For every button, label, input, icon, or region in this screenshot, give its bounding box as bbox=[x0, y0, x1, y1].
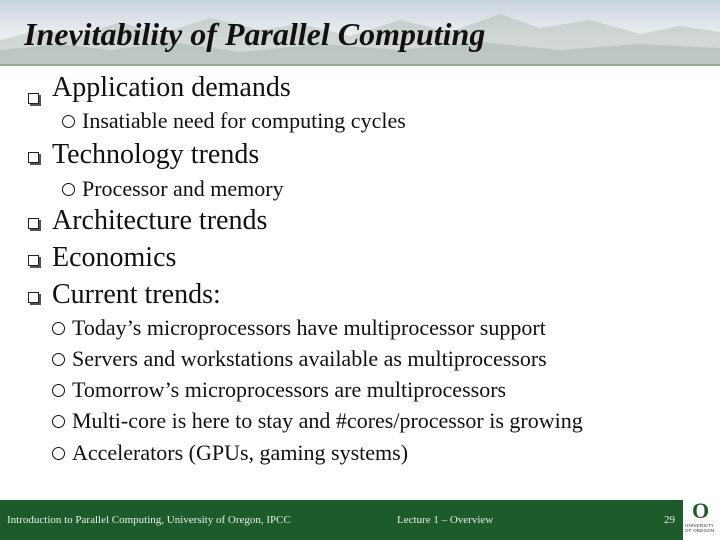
sub-bullet-item: Accelerators (GPUs, gaming systems) bbox=[52, 440, 408, 466]
bullet-item: Economics bbox=[52, 242, 177, 273]
sub-bullet-item: Servers and workstations available as multiprocessors bbox=[52, 346, 547, 372]
circle-bullet-icon bbox=[52, 384, 65, 397]
bullet-box-icon bbox=[28, 218, 39, 229]
sub-bullet-item: Processor and memory bbox=[62, 176, 284, 202]
bullet-box-icon bbox=[28, 152, 39, 163]
bullet-box-icon bbox=[28, 93, 39, 104]
footer-course: Introduction to Parallel Computing, University of Oregon, IPCC bbox=[7, 514, 291, 526]
sub-bullet-item: Insatiable need for computing cycles bbox=[62, 108, 406, 134]
bullet-item: Architecture trends bbox=[52, 205, 268, 236]
bullet-item: Application demands bbox=[52, 72, 291, 103]
slide-title: Inevitability of Parallel Computing bbox=[24, 16, 486, 52]
bullet-box-icon bbox=[28, 292, 39, 303]
circle-bullet-icon bbox=[52, 353, 65, 366]
university-logo bbox=[683, 496, 720, 540]
circle-bullet-icon bbox=[52, 322, 65, 335]
bullet-box-icon bbox=[28, 255, 39, 266]
circle-bullet-icon bbox=[52, 447, 65, 460]
sub-bullet-item: Multi-core is here to stay and #cores/processor is growing bbox=[52, 408, 583, 434]
circle-bullet-icon bbox=[62, 183, 75, 196]
bullet-item: Technology trends bbox=[52, 139, 260, 170]
sub-bullet-item: Tomorrow’s microprocessors are multiprocessors bbox=[52, 377, 506, 403]
logo-caption: UNIVERSITY OF OREGON bbox=[685, 523, 715, 533]
sub-bullet-item: Today’s microprocessors have multiprocessor support bbox=[52, 315, 546, 341]
logo-o-icon: O bbox=[692, 498, 710, 523]
bullet-item: Current trends: bbox=[52, 279, 221, 310]
page-number: 29 bbox=[664, 514, 675, 526]
circle-bullet-icon bbox=[52, 415, 65, 428]
circle-bullet-icon bbox=[62, 115, 75, 128]
footer-lecture: Lecture 1 – Overview bbox=[397, 514, 494, 526]
